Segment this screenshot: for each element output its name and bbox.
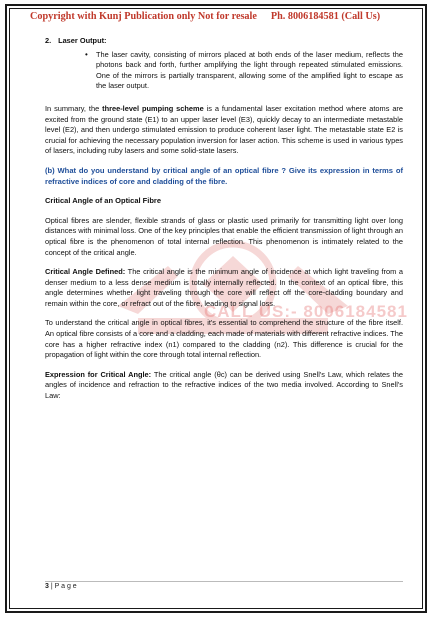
defined-rest: The critical angle is the minimum angle of incidence at which light traveling from a denser medium to a less dense medium is totally internally reflected. In the context of an optical fibre, this angle determines whether light traveling through the core will reflect off the core-cladding boundary and remain within the core, or refract out of the fibre, leading to signal loss. — [45, 267, 403, 308]
expression-paragraph — [45, 370, 403, 402]
bullet-dot-icon: • — [85, 49, 88, 59]
expression-bold: Expression for Critical Angle: — [45, 369, 152, 379]
bullet-item — [45, 50, 403, 92]
section-number: 2. — [45, 36, 52, 45]
copyright-notice: Copyright with Kunj Publication only Not for resale — [30, 11, 257, 22]
page-header — [30, 11, 380, 22]
page-label: | P a g e — [50, 583, 77, 590]
defined-paragraph — [45, 267, 403, 309]
bullet-text: The laser cavity, consisting of mirrors placed at both ends of the laser medium, reflects the photons back and forth, further amplifying the light through repeated stimulated emissions. One of the mirrors is partially transparent, allowing some of the amplified light to escape as the laser output. — [96, 49, 403, 91]
footer-divider — [45, 581, 403, 582]
fibres-paragraph: Optical fibres are slender, flexible strands of glass or plastic used primarily for transmitting light over long distances with minimal loss. One of the key principles that enable the efficient transmission of light through an optical fibre is the phenomenon of total internal reflection. This phenomenon is intimately related to the concept of the critical angle. — [45, 215, 403, 257]
section-heading — [45, 36, 403, 47]
summary-rest: is a fundamental laser excitation method where atoms are excited from the ground state (E1) to an upper laser level (E3), quickly decay to an intermediate metastable level (E2), and then undergo stimulated emission to produce coherent laser light. The metastable state E2 is crucial for achieving the necessary population inversion for laser action. This scheme is used in various types of lasers, including ruby lasers and some solid-state lasers. — [45, 103, 403, 156]
page-footer — [45, 583, 77, 590]
page-number: 3 — [45, 583, 49, 590]
page-content — [45, 36, 403, 411]
defined-bold: Critical Angle Defined: — [45, 267, 126, 277]
phone-notice: Ph. 8006184581 (Call Us) — [270, 11, 381, 22]
expression-rest: The critical angle (θc) can be derived using Snell's Law, which relates the angles of incidence and refraction to the refractive indices of the two media involved. According to Snell's Law: — [45, 369, 403, 401]
summary-lead: In summary, the — [45, 103, 103, 113]
section-title: Laser Output: — [58, 36, 107, 45]
watermark-call-text: CALL US:- 8006184581 — [204, 302, 408, 321]
question-b: (b) What do you understand by critical angle of an optical fibre ? Give its expression in terms of refractive indices of core and cladding of the fibre. — [45, 165, 403, 186]
summary-bold: three-level pumping scheme — [102, 103, 204, 113]
summary-paragraph — [45, 104, 403, 157]
structure-paragraph: To understand the critical angle in optical fibres, it's essential to comprehend the structure of the fibre itself. An optical fibre consists of a core and a cladding, each made of materials with different refractive indices. The core has a higher refractive index (n1) compared to the cladding (n2). This difference is crucial for the propagation of light within the core through total internal reflection. — [45, 318, 403, 360]
critical-angle-heading: Critical Angle of an Optical Fibre — [45, 196, 161, 206]
